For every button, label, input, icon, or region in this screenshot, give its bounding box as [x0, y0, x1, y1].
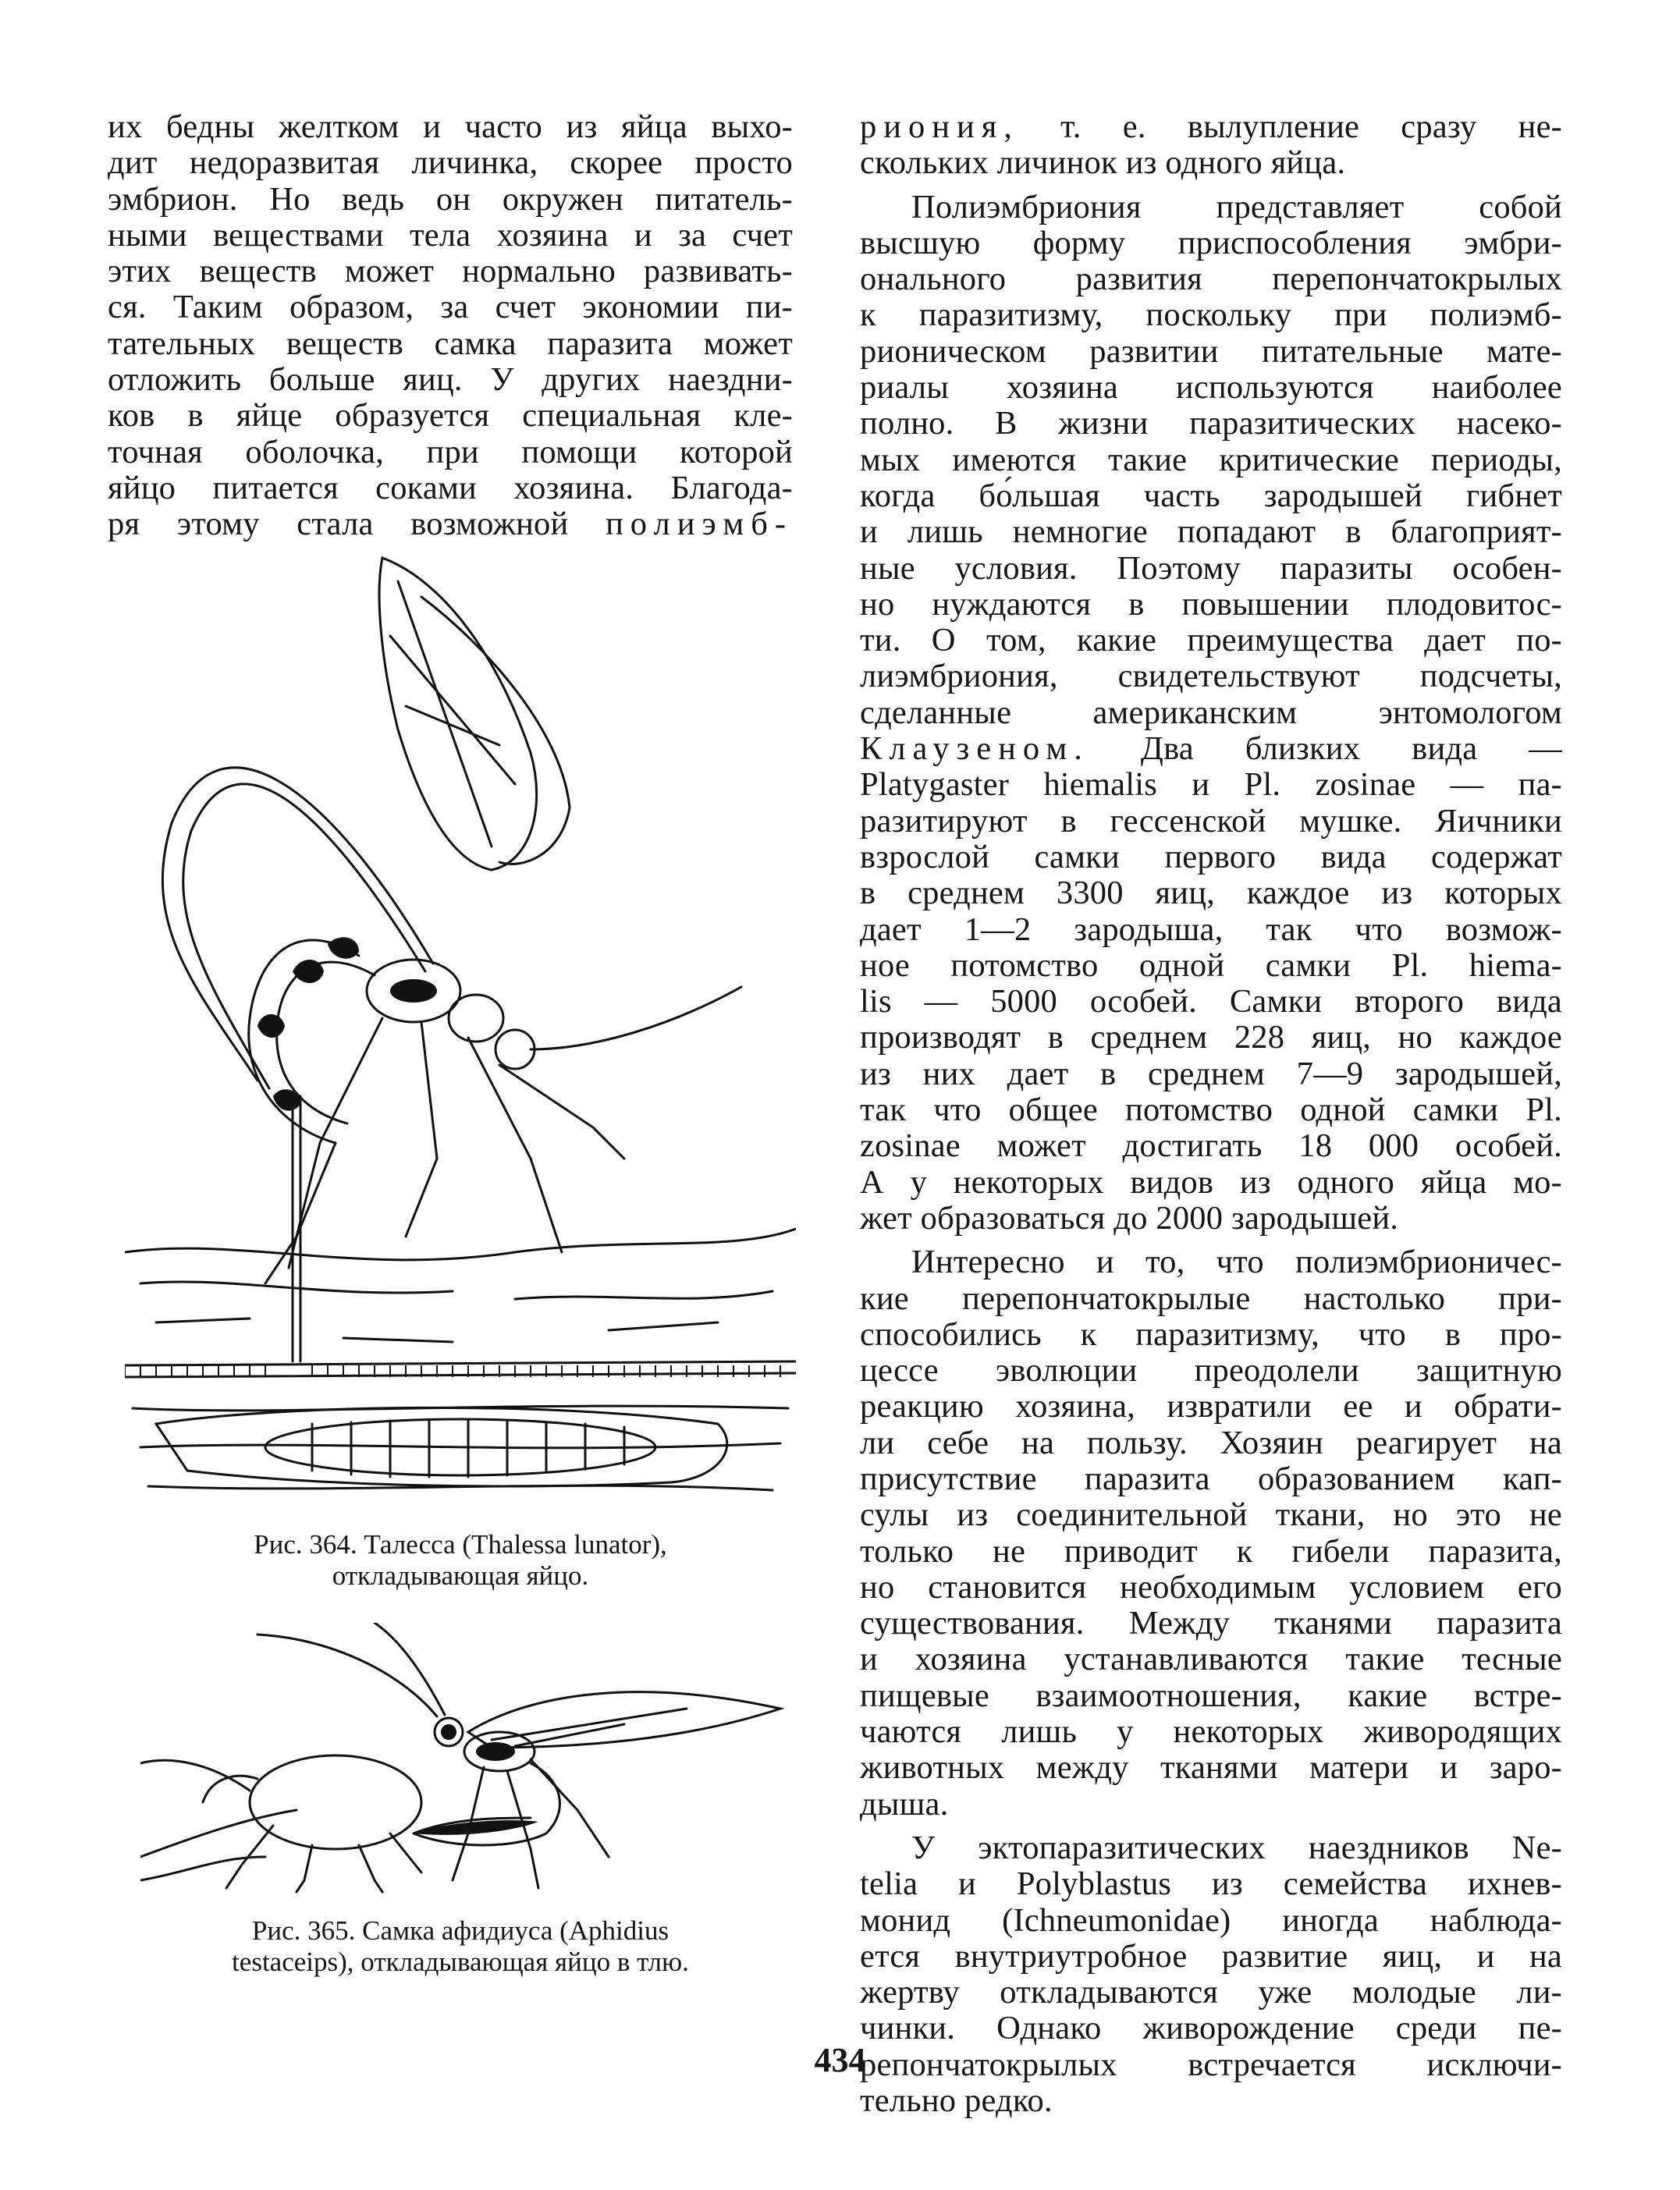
text-line: этих веществ может нормально развивать-	[108, 253, 793, 290]
text-line: Клаузеном. Два близких вида —	[860, 730, 1562, 768]
text-line: способились к паразитизму, что в про-	[860, 1315, 1562, 1353]
page-number: 434	[814, 2041, 866, 2079]
text-line: чаются лишь у некоторых живородящих	[860, 1713, 1562, 1751]
text-line: скольких личинок из одного яйца.	[860, 144, 1346, 182]
figure-365-caption	[125, 1915, 796, 1978]
text-line: Platygaster hiemalis и Pl. zosinae — па-	[860, 766, 1562, 804]
figure-364-caption-line-2: откладывающая яйцо.	[332, 1560, 589, 1591]
text-line: zosinae может достигать 18 000 особей.	[860, 1127, 1562, 1165]
text-line: отложить больше яиц. У других наездни-	[108, 361, 793, 399]
text-line: к паразитизму, поскольку при полиэмб-	[860, 296, 1562, 334]
text-line: и хозяина устанавливаются такие тесные	[860, 1641, 1562, 1678]
text-line: ли себе на пользу. Хозяин реагирует на	[860, 1424, 1562, 1461]
text-line: мых имеются такие критические периоды,	[860, 441, 1562, 478]
left-column-text	[108, 109, 793, 543]
figure-365-caption-line-2: testaceips), откладывающая яйцо в тлю.	[232, 1947, 689, 1977]
text-line: ков в яйце образуется специальная кле-	[108, 397, 793, 435]
text-line: присутствие паразита образованием кап-	[860, 1460, 1562, 1497]
text-line: ется внутриутробное развитие яиц, и на	[860, 1937, 1562, 1975]
text-line: животных между тканями матери и заро-	[860, 1749, 1562, 1787]
text-line: в среднем 3300 яиц, каждое из которых	[860, 875, 1562, 912]
text-line: существования. Между тканями паразита	[860, 1605, 1562, 1642]
text-line: но нуждаются в повышении плодовитос-	[860, 585, 1562, 623]
right-column-text	[860, 109, 1562, 2119]
right-paragraph-3	[860, 1244, 1562, 1823]
figure-364-caption	[125, 1529, 796, 1592]
text-line: монид (Ichneumonidae) иногда наблюда-	[860, 1901, 1562, 1939]
left-paragraph-1	[108, 109, 793, 543]
text-line: У эктопаразитических наездников Ne-	[911, 1829, 1562, 1866]
right-paragraph-2	[860, 190, 1562, 1237]
text-line: так что общее потомство одной самки Pl.	[860, 1091, 1562, 1129]
text-line: А у некоторых видов из одного яйца мо-	[860, 1163, 1562, 1201]
text-line: взрослой самки первого вида содержат	[860, 838, 1562, 875]
aphidius-wasp-drawing	[140, 1623, 788, 1896]
text-line: эмбрион. Но ведь он окружен питатель-	[108, 180, 793, 218]
text-line: когда бо́льшая часть зародышей гибнет	[860, 477, 1562, 514]
text-line: telia и Polyblastus из семейства ихнев-	[860, 1865, 1562, 1903]
text-line: Полиэмбриония представляет собой	[911, 188, 1562, 225]
text-line: ными веществами тела хозяина и за счет	[108, 216, 793, 254]
figure-364-caption-line-1: Рис. 364. Талесса (Thalessa lunator),	[254, 1529, 667, 1560]
text-line: кие перепончатокрылые настолько при-	[860, 1280, 1562, 1317]
text-line: разитируют в гессенской мушке. Яичники	[860, 802, 1562, 839]
text-line: риония, т. е. вылупление сразу не-	[860, 108, 1562, 145]
text-line: цессе эволюции преодолели защитную	[860, 1352, 1562, 1390]
text-line: только не приводит к гибели паразита,	[860, 1532, 1562, 1570]
text-line: репончатокрылых встречается исключи-	[860, 2046, 1562, 2083]
text-line: ное потомство одной самки Pl. hiema-	[860, 946, 1562, 984]
text-line: ти. О том, какие преимущества дает по-	[860, 622, 1562, 659]
text-line: высшую форму приспособления эмбри-	[860, 224, 1562, 261]
text-line: сделанные американским энтомологом	[860, 694, 1562, 731]
text-line: и лишь немногие попадают в благоприят-	[860, 513, 1562, 551]
text-line: дает 1—2 зародыша, так что возмож-	[860, 910, 1562, 948]
figure-364-illustration	[125, 550, 796, 1517]
text-line: ные условия. Поэтому паразиты особен-	[860, 549, 1562, 587]
text-line: рионическом развитии питательные мате-	[860, 332, 1562, 370]
text-line: ря этому стала возможной полиэмб-	[108, 506, 793, 543]
text-line: lis — 5000 особей. Самки второго вида	[860, 983, 1562, 1020]
text-line: тельно редко.	[860, 2082, 1053, 2120]
text-line: онального развития перепончатокрылых	[860, 261, 1562, 298]
text-line: их бедны желтком и часто из яйца выхо-	[108, 108, 793, 145]
text-line: жет образоваться до 2000 зародышей.	[860, 1199, 1399, 1237]
text-line: дит недоразвитая личинка, скорее просто	[108, 144, 793, 182]
text-line: ся. Таким образом, за счет экономии пи-	[108, 289, 793, 326]
text-line: лиэмбриония, свидетельствуют подсчеты,	[860, 658, 1562, 695]
text-line: чинки. Однако живорождение среди пе-	[860, 2010, 1562, 2047]
thalessa-wasp-drawing	[125, 550, 796, 1517]
text-line: тательных веществ самка паразита может	[108, 325, 793, 362]
text-line: риалы хозяина используются наиболее	[860, 369, 1562, 406]
text-line: производят в среднем 228 яиц, но каждое	[860, 1019, 1562, 1056]
text-line: точная оболочка, при помощи которой	[108, 433, 793, 470]
figure-365-illustration	[140, 1623, 788, 1896]
text-line: полно. В жизни паразитических насеко-	[860, 405, 1562, 442]
text-line: жертву откладываются уже молодые ли-	[860, 1974, 1562, 2011]
text-line: реакцию хозяина, извратили ее и обрати-	[860, 1388, 1562, 1425]
figure-365-caption-line-1: Рис. 365. Самка афидиуса (Aphidius	[251, 1915, 670, 1946]
text-line: сулы из соединительной ткани, но это не	[860, 1496, 1562, 1534]
text-line: Интересно и то, что полиэмбрионичес-	[911, 1244, 1562, 1281]
text-line: дыша.	[860, 1785, 949, 1823]
text-line: яйцо питается соками хозяина. Благода-	[108, 469, 793, 506]
text-line: но становится необходимым условием его	[860, 1568, 1562, 1606]
text-line: пищевые взаимоотношения, какие встре-	[860, 1677, 1562, 1714]
right-paragraph-1	[860, 109, 1562, 182]
text-line: из них дает в среднем 7—9 зародышей,	[860, 1055, 1562, 1092]
